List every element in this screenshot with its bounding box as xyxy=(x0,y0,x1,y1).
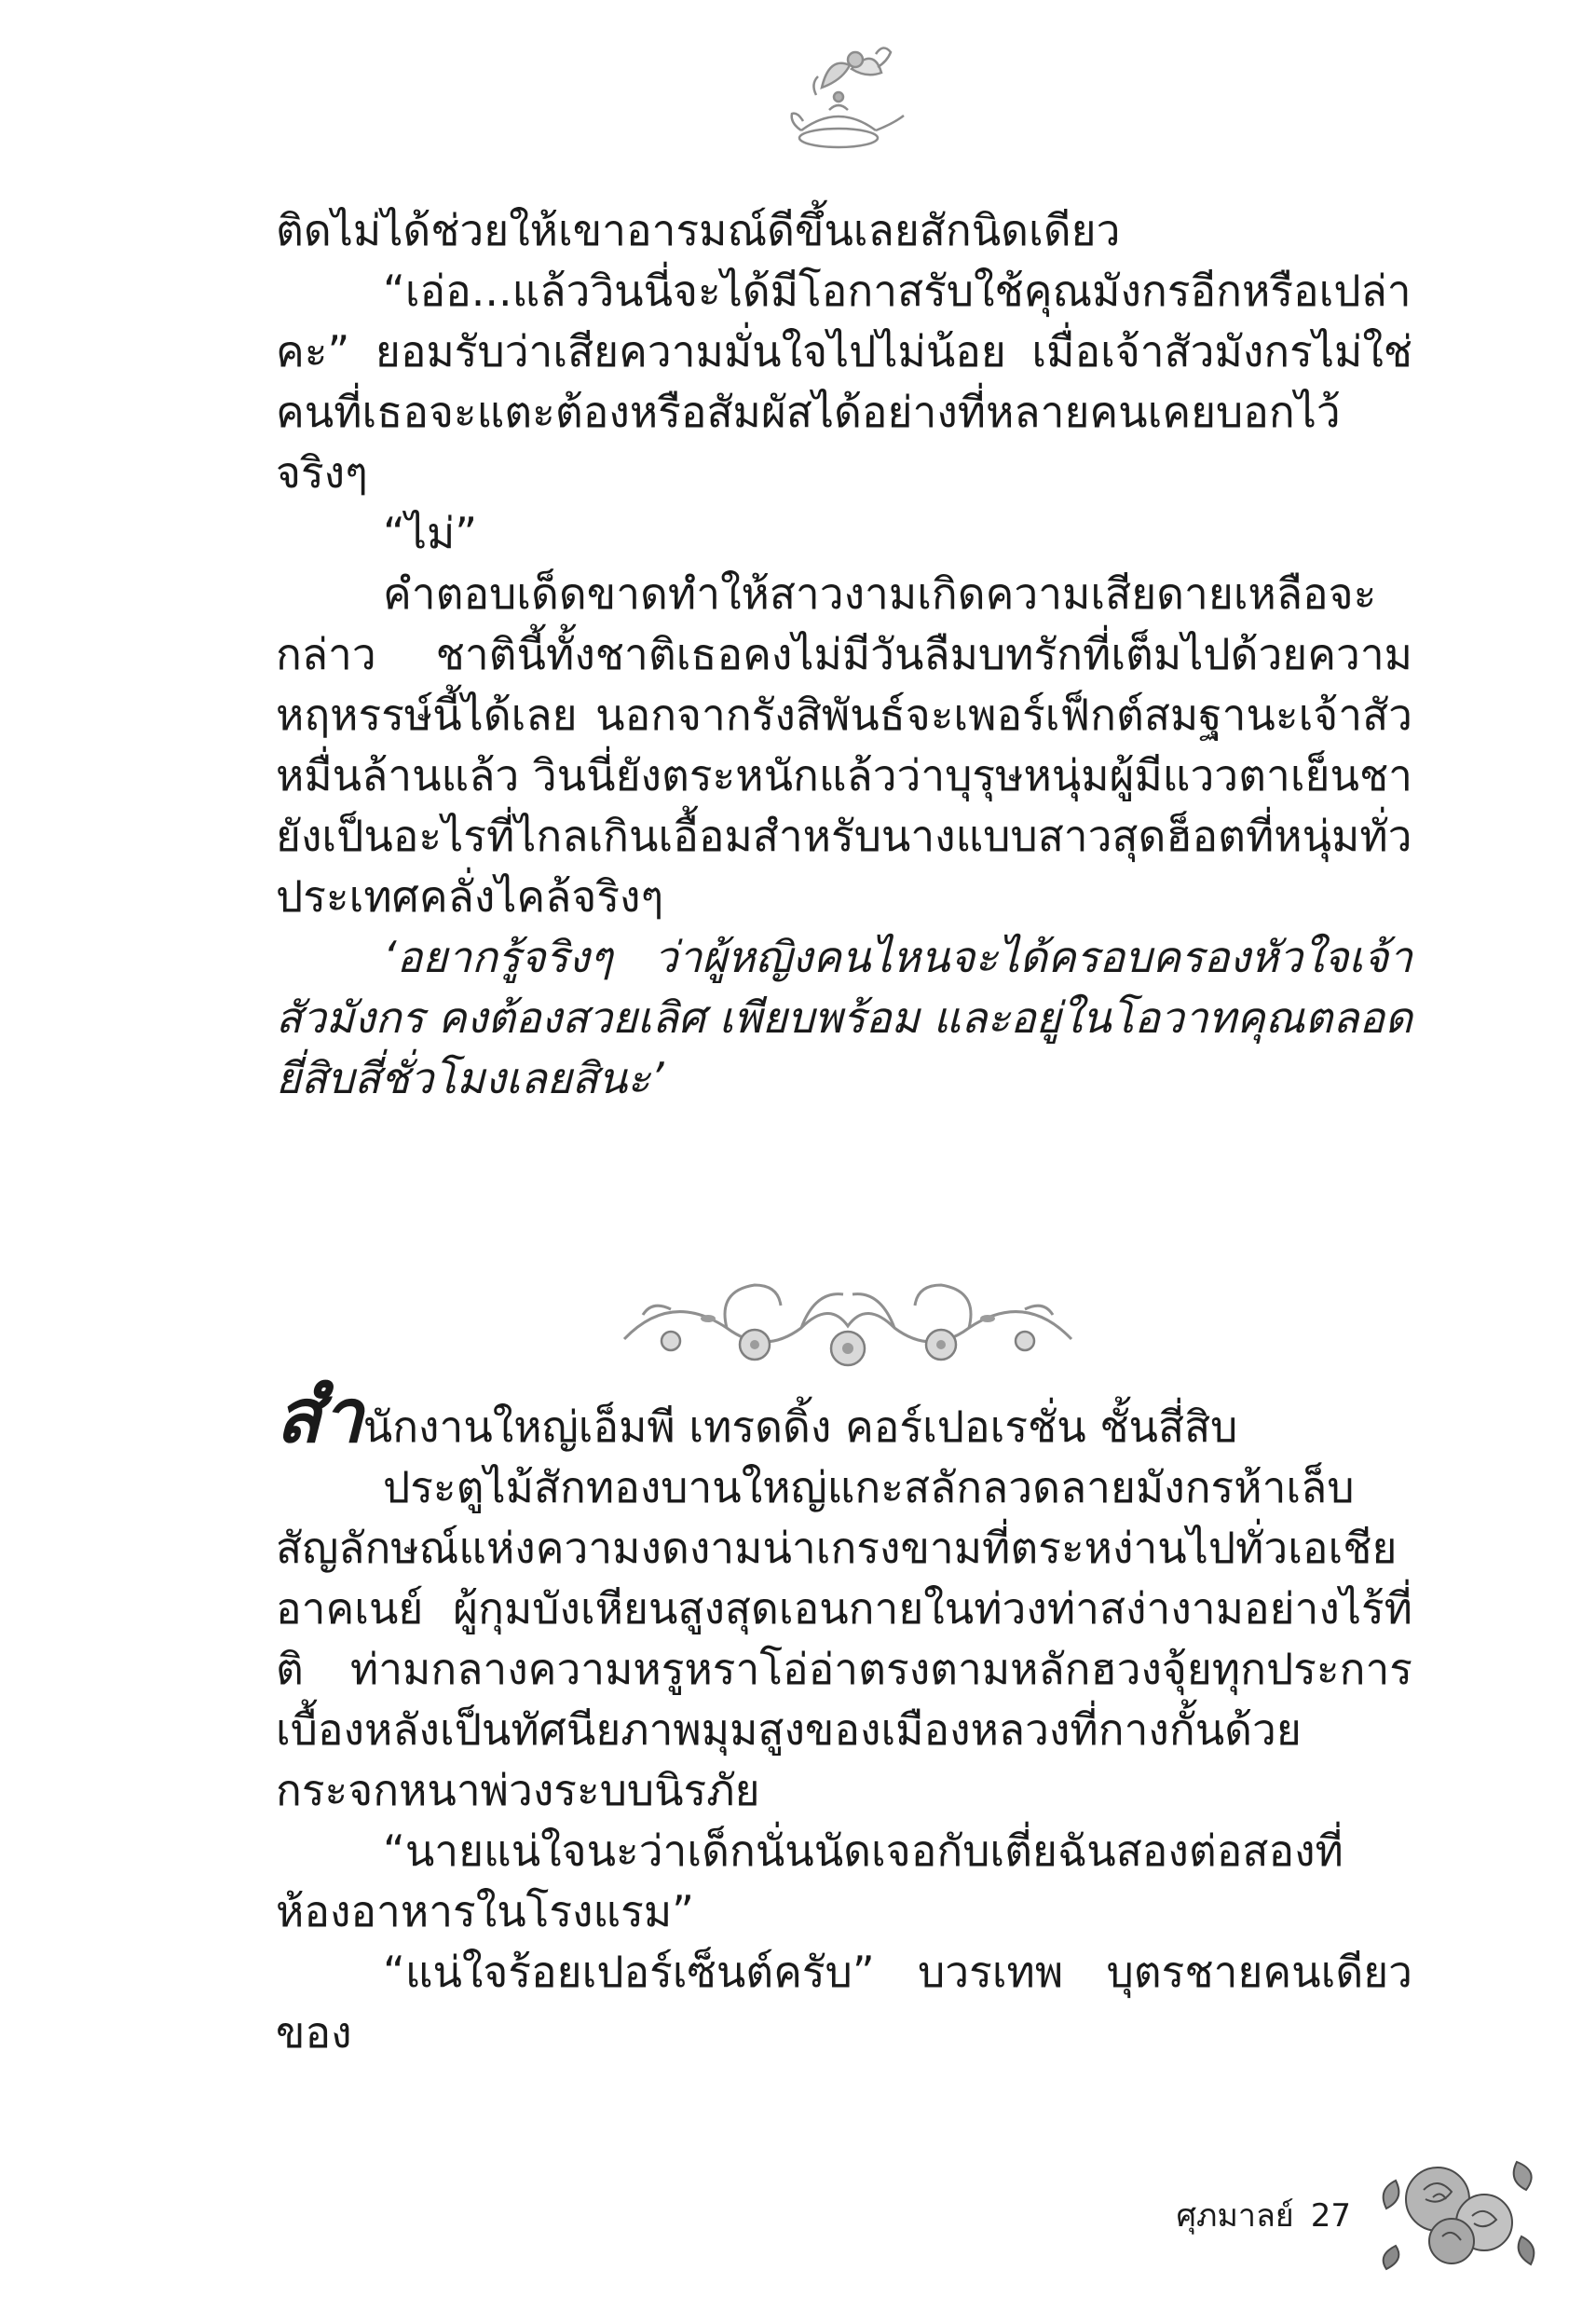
paragraph xyxy=(276,1373,1412,1459)
paragraph: “ไม่” xyxy=(383,508,478,558)
paragraph: “แน่ใจร้อยเปอร์เซ็นต์ครับ” บวรเทพ บุตรชายคนเดียวของ xyxy=(276,1947,1412,2058)
paragraph: ประตูไม้สักทองบานใหญ่แกะสลักลวดลายมังกรห้าเล็บ สัญลักษณ์แห่งความงดงามน่าเกรงขามที่ตระหง่านไปทั่วเอเชียอาคเนย์ ผู้กุมบังเหียนสูงสุดเอนกายในท่วงท่าสง่างามอย่างไร้ที่ติ ท่ามกลางความหรูหราโอ่อ่าตรงตามหลักฮวงจุ้ยทุกประการ เบื้องหลังเป็นทัศนียภาพมุมสูงของเมืองหลวงที่กางกั้นด้วยกระจกหนาพ่วงระบบนิรภัย xyxy=(276,1462,1412,1815)
inner-thought-paragraph: ‘อยากรู้จริงๆ ว่าผู้หญิงคนไหนจะได้ครอบครองหัวใจเจ้าสัวมังกร คงต้องสวยเลิศ เพียบพร้อม และอยู่ในโอวาทคุณตลอดยี่สิบสี่ชั่วโมงเลยสินะ’ xyxy=(276,932,1412,1103)
text-block-top xyxy=(276,200,1412,1109)
text-block-bottom xyxy=(276,1373,1412,2063)
paragraph: คำตอบเด็ดขาดทำให้สาวงามเกิดความเสียดายเหลือจะกล่าว ชาตินี้ทั้งชาติเธอคงไม่มีวันลืมบทรักที่เต็มไปด้วยความหฤหรรษ์นี้ได้เลย นอกจากรังสิพันธ์จะเพอร์เฟ็กต์สมฐานะเจ้าสัวหมื่นล้านแล้ว วินนี่ยังตระหนักแล้วว่าบุรุษหนุ่มผู้มีแววตาเย็นชายังเป็นอะไรที่ไกลเกินเอื้อมสำหรับนางแบบสาวสุดฮ็อตที่หนุ่มทั่วประเทศคลั่งไคล้จริงๆ xyxy=(276,568,1412,922)
drop-cap: สำ xyxy=(276,1373,363,1459)
paragraph: ติดไม่ได้ช่วยให้เขาอารมณ์ดีขึ้นเลยสักนิดเดียว xyxy=(276,205,1121,255)
author-name: ศุภมาลย์ xyxy=(1176,2197,1294,2235)
floral-divider-icon xyxy=(615,1272,1081,1374)
paragraph: “เอ่อ...แล้ววินนี่จะได้มีโอกาสรับใช้คุณมังกรอีกหรือเปล่าคะ” ยอมรับว่าเสียความมั่นใจไปไม่น้อย เมื่อเจ้าสัวมังกรไม่ใช่คนที่เธอจะแตะต้องหรือสัมผัสได้อย่างที่หลายคนเคยบอกไว้จริงๆ xyxy=(276,266,1412,498)
page-number: 27 xyxy=(1310,2197,1351,2235)
paragraph: “นายแน่ใจนะว่าเด็กนั่นนัดเจอกับเตี่ยฉันสองต่อสองที่ห้องอาหารในโรงแรม” xyxy=(276,1826,1344,1936)
paragraph-text: นักงานใหญ่เอ็มพี เทรดดิ้ง คอร์เปอเรชั่น ชั้นสี่สิบ xyxy=(362,1402,1238,1452)
cupid-teapot-ornament-icon xyxy=(764,37,913,158)
rose-bouquet-icon xyxy=(1368,2134,1545,2274)
page-footer xyxy=(1155,2195,1351,2236)
